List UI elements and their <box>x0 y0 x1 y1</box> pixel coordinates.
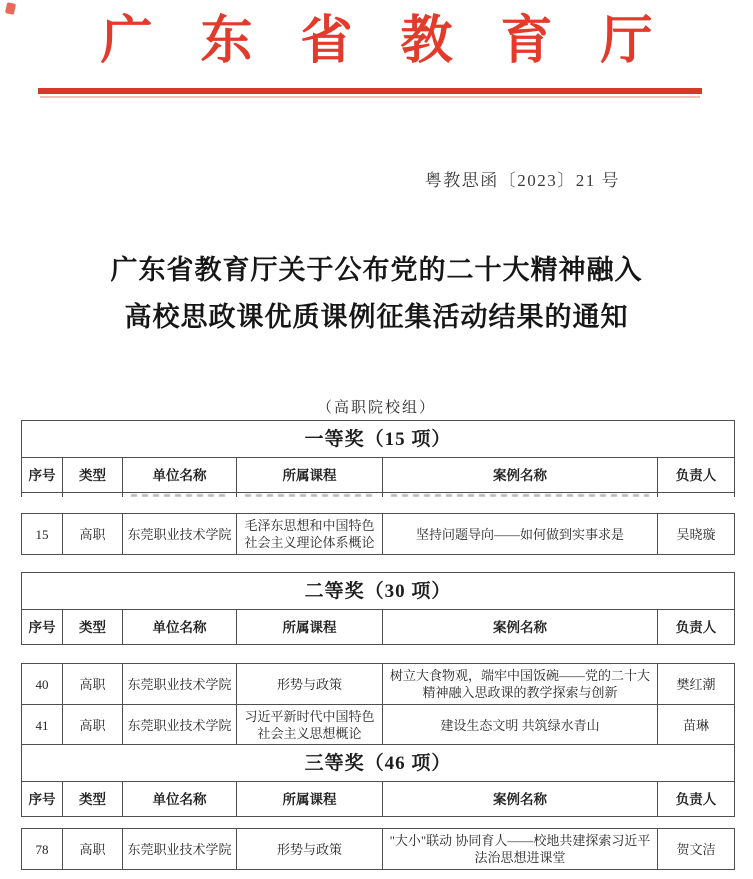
third-prize-entry-fragment <box>21 828 735 870</box>
column-header-case: 案例名称 <box>383 458 658 493</box>
cell-serial-number: 41 <box>22 705 63 746</box>
cell-case-name: 树立大食物观，端牢中国饭碗——党的二十大精神融入思政课的教学探索与创新 <box>383 664 658 705</box>
cell-serial-number: 15 <box>22 514 63 555</box>
clipped-row-cell <box>63 493 123 498</box>
cell-serial-number: 40 <box>22 664 63 705</box>
clipped-row <box>22 493 735 498</box>
cell-organization: 东莞职业技术学院 <box>123 514 237 555</box>
cell-case-name: 建设生态文明 共筑绿水青山 <box>383 705 658 746</box>
cell-organization: 东莞职业技术学院 <box>123 829 237 870</box>
cell-person: 贺文洁 <box>658 829 735 870</box>
column-header-type: 类型 <box>63 610 123 645</box>
column-header-serial: 序号 <box>22 458 63 493</box>
column-header-organization: 单位名称 <box>123 782 237 817</box>
table-row <box>22 664 735 705</box>
document-number: 粤教思函〔2023〕21 号 <box>424 171 620 190</box>
first-prize-table <box>21 420 735 497</box>
second-prize-entries-fragment <box>21 663 735 750</box>
column-header-person: 负责人 <box>658 610 735 645</box>
clipped-row-cell <box>123 493 237 498</box>
letterhead-agency-title: 广东省教育厅 <box>100 13 701 70</box>
cell-type: 高职 <box>63 664 123 705</box>
column-header-organization: 单位名称 <box>123 458 237 493</box>
cell-case-name: 坚持问题导向——如何做到实事求是 <box>383 514 658 555</box>
table-header-row <box>22 610 735 645</box>
cell-course: 形势与政策 <box>237 664 383 705</box>
letterhead-divider-rule <box>38 88 702 94</box>
award-label-third-prize: 三等奖（46 项） <box>22 745 735 782</box>
clipped-row-cell <box>237 493 383 498</box>
table-row <box>22 705 735 746</box>
cell-course: 毛泽东思想和中国特色社会主义理论体系概论 <box>237 514 383 555</box>
clipped-row-cell <box>22 493 63 498</box>
document-title <box>0 247 753 341</box>
column-header-course: 所属课程 <box>237 782 383 817</box>
column-header-type: 类型 <box>63 782 123 817</box>
clipped-row-cell <box>383 493 658 498</box>
column-header-course: 所属课程 <box>237 458 383 493</box>
cell-serial-number: 78 <box>22 829 63 870</box>
second-prize-table <box>21 572 735 645</box>
award-label-first-prize: 一等奖（15 项） <box>22 421 735 458</box>
cell-organization: 东莞职业技术学院 <box>123 664 237 705</box>
award-banner-row <box>22 573 735 610</box>
first-prize-entry-fragment <box>21 513 735 555</box>
cell-type: 高职 <box>63 705 123 746</box>
cell-case-name: "大小"联动 协同育人——校地共建探索习近平法治思想进课堂 <box>383 829 658 870</box>
award-banner-row <box>22 421 735 458</box>
award-label-second-prize: 二等奖（30 项） <box>22 573 735 610</box>
column-header-person: 负责人 <box>658 782 735 817</box>
cell-course: 习近平新时代中国特色社会主义思想概论 <box>237 705 383 746</box>
column-header-course: 所属课程 <box>237 610 383 645</box>
table-row <box>22 829 735 870</box>
document-title-line1: 广东省教育厅关于公布党的二十大精神融入 <box>110 255 643 285</box>
column-header-person: 负责人 <box>658 458 735 493</box>
cell-type: 高职 <box>63 829 123 870</box>
cell-person: 樊红潮 <box>658 664 735 705</box>
column-header-serial: 序号 <box>22 782 63 817</box>
cell-person: 吴晓璇 <box>658 514 735 555</box>
column-header-organization: 单位名称 <box>123 610 237 645</box>
cell-organization: 东莞职业技术学院 <box>123 705 237 746</box>
table-row <box>22 514 735 555</box>
award-banner-row <box>22 745 735 782</box>
cell-type: 高职 <box>63 514 123 555</box>
column-header-case: 案例名称 <box>383 782 658 817</box>
cell-person: 苗琳 <box>658 705 735 746</box>
clipped-text-remnant <box>131 494 228 497</box>
table-header-row <box>22 458 735 493</box>
clipped-row-cell <box>658 493 735 498</box>
clipped-text-remnant <box>245 494 374 497</box>
column-header-serial: 序号 <box>22 610 63 645</box>
document-title-line2: 高校思政课优质课例征集活动结果的通知 <box>124 302 629 332</box>
column-header-case: 案例名称 <box>383 610 658 645</box>
table-header-row <box>22 782 735 817</box>
cell-course: 形势与政策 <box>237 829 383 870</box>
group-label: （高职院校组） <box>316 400 436 416</box>
column-header-type: 类型 <box>63 458 123 493</box>
third-prize-table <box>21 744 735 817</box>
clipped-text-remnant <box>391 494 649 497</box>
